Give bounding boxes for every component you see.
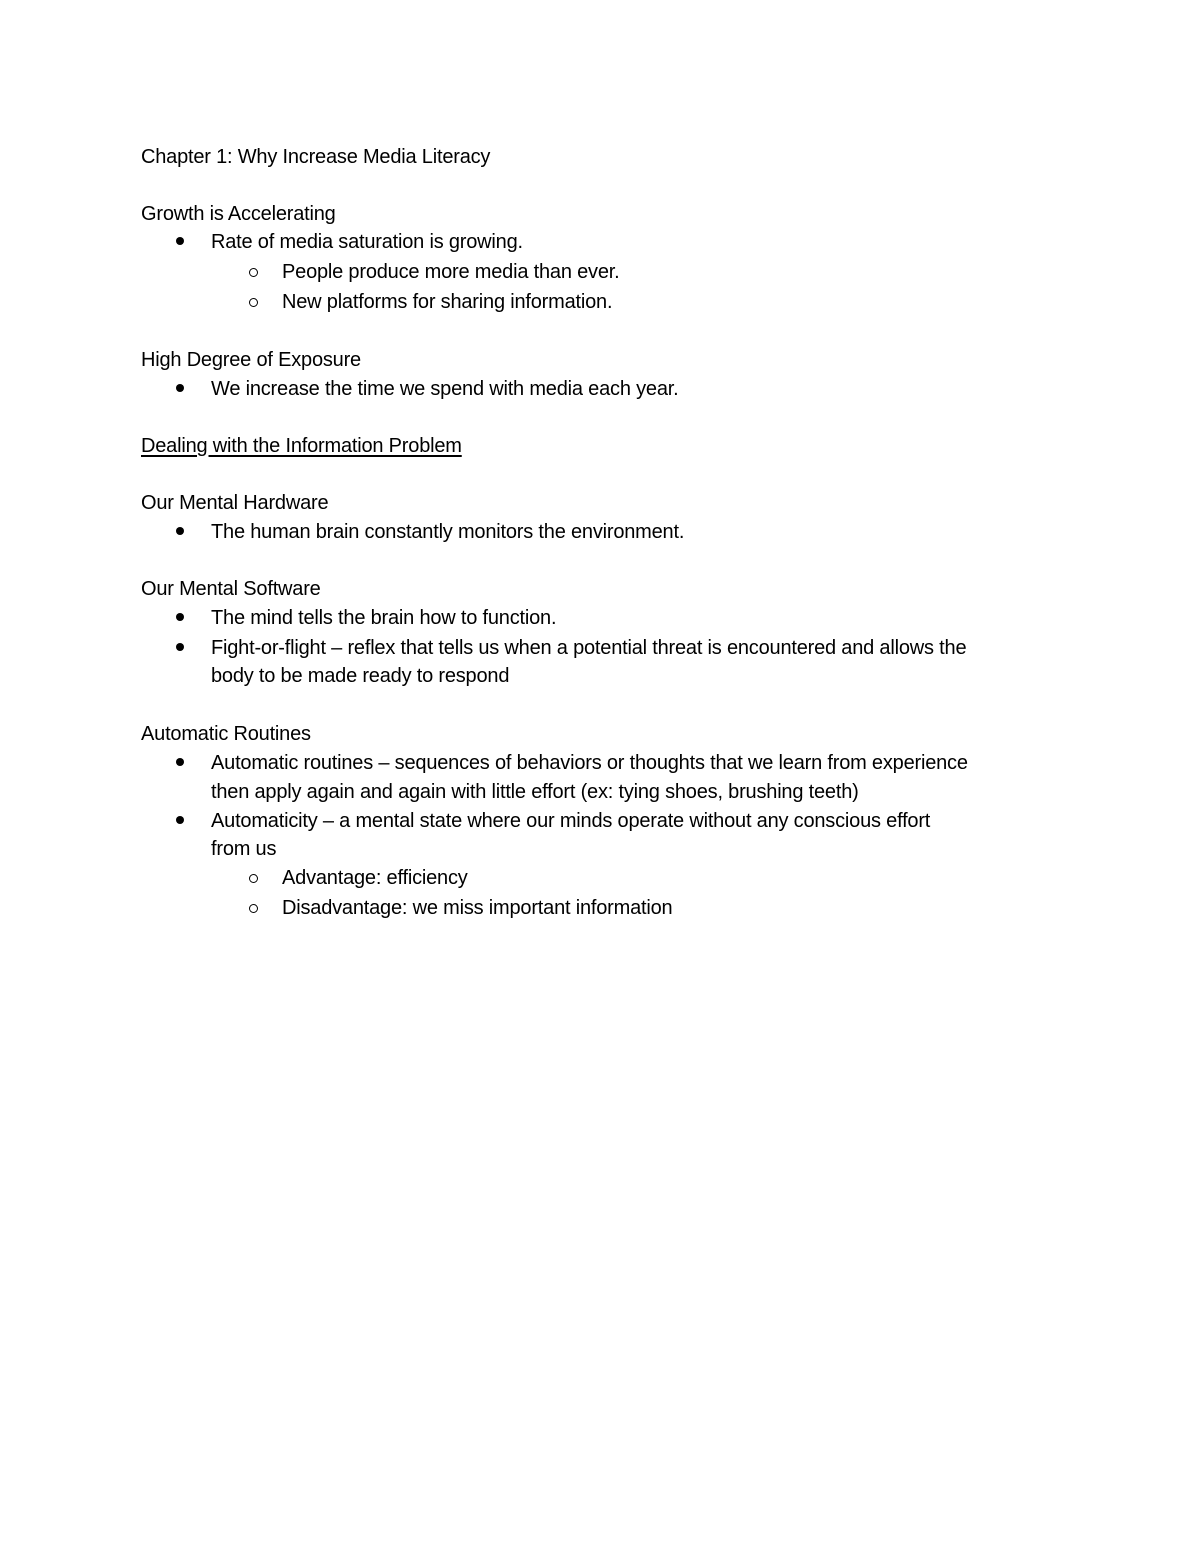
- bullet-icon: [176, 384, 184, 392]
- bullet-icon: [176, 758, 184, 766]
- sub-bullet-icon: [249, 874, 258, 883]
- bullet-icon: [176, 816, 184, 824]
- sub-list-item: People produce more media than ever.: [282, 261, 620, 283]
- sub-bullet-icon: [249, 298, 258, 307]
- sub-bullet-icon: [249, 904, 258, 913]
- bullet-icon: [176, 527, 184, 535]
- list-item: The human brain constantly monitors the environment.: [211, 521, 685, 543]
- bullet-icon: [176, 643, 184, 651]
- list-item-line: Automaticity – a mental state where our minds operate without any conscious effort: [211, 810, 931, 832]
- section-heading-automatic-routines: Automatic Routines: [141, 723, 311, 745]
- section-heading-information-problem: Dealing with the Information Problem: [141, 435, 462, 457]
- sub-list-item: New platforms for sharing information.: [282, 291, 613, 313]
- section-heading-mental-hardware: Our Mental Hardware: [141, 492, 329, 514]
- list-item: The mind tells the brain how to function.: [211, 607, 557, 629]
- page-title: Chapter 1: Why Increase Media Literacy: [141, 146, 491, 168]
- list-item: Rate of media saturation is growing.: [211, 231, 523, 253]
- sub-list-item: Advantage: efficiency: [282, 867, 468, 889]
- list-item-line: then apply again and again with little effort (ex: tying shoes, brushing teeth): [211, 781, 859, 803]
- bullet-icon: [176, 613, 184, 621]
- section-heading-mental-software: Our Mental Software: [141, 578, 321, 600]
- list-item: We increase the time we spend with media each year.: [211, 378, 679, 400]
- sub-bullet-icon: [249, 268, 258, 277]
- list-item-line: Fight-or-flight – reflex that tells us when a potential threat is encountered and allows the: [211, 637, 967, 659]
- list-item-line: Automatic routines – sequences of behaviors or thoughts that we learn from experience: [211, 752, 968, 774]
- list-item-line: from us: [211, 838, 277, 860]
- bullet-icon: [176, 237, 184, 245]
- list-item-line: body to be made ready to respond: [211, 665, 510, 687]
- section-heading-growth: Growth is Accelerating: [141, 203, 336, 225]
- section-heading-exposure: High Degree of Exposure: [141, 349, 361, 371]
- sub-list-item: Disadvantage: we miss important information: [282, 897, 673, 919]
